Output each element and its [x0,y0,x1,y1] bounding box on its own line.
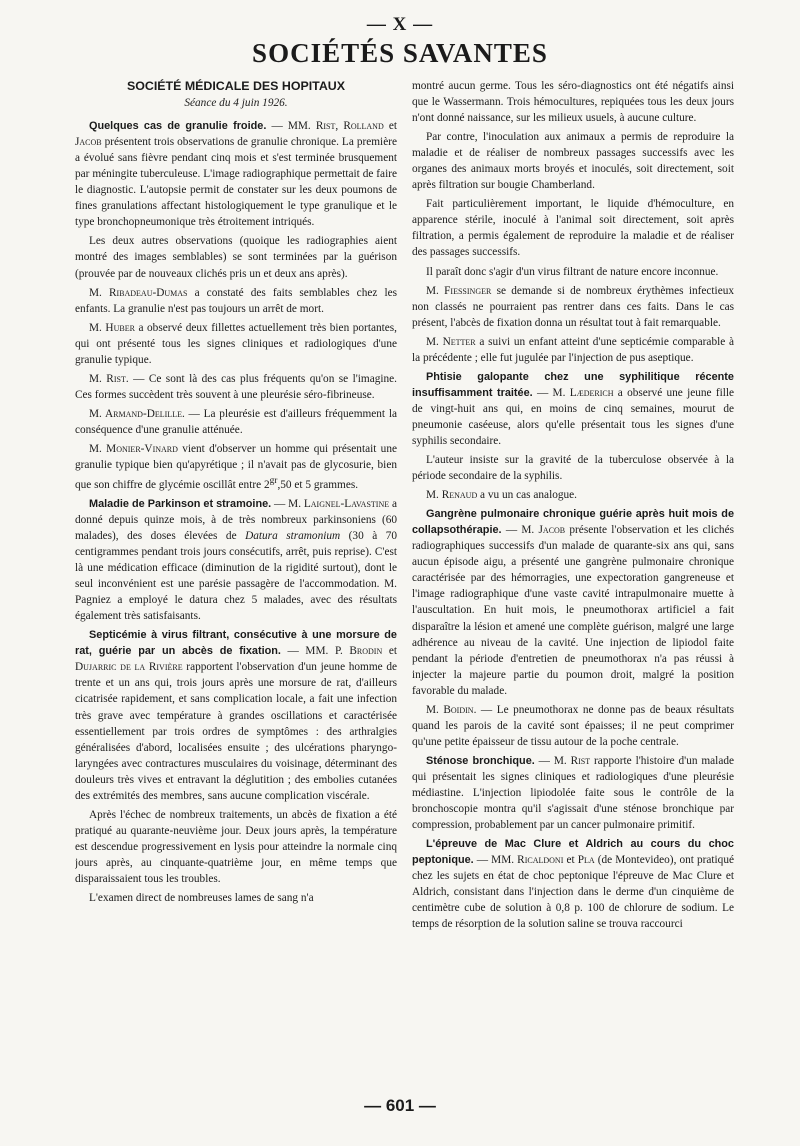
text: a suivi un enfant atteint d'une septicémie comparable à la précédente ; elle fut jugulée par l'injection de pus aseptique. [412,335,734,364]
text: — MM. [280,645,335,658]
superscript: gr [269,476,278,487]
text: présentent trois observations de granulie chronique. La première a évolué sans fièvre pendant cinq mois et s'est terminée brusquement par méningite tuberculeuse. L'image radiographique permettait de faire le diagnostic. L'autopsie permit de constater sur les deux poumons de fines granulations affectant histologiquement le type granulique et le type bronchopneumonique très étroitement intriqués. [75,136,397,229]
text: — M. [271,497,304,510]
paragraph [412,334,734,366]
author-name: Laignel-Lavastine [303,497,390,510]
author-name: M. Boidin. [426,703,477,716]
author-name: Dujarric de la Rivière [75,661,183,674]
article-heading: Quelques cas de granulie froide. [89,120,267,133]
paragraph [412,283,734,331]
page-number: — 601 — [364,1096,436,1115]
text: — M. [534,754,571,767]
text: — La pleurésie est d'ailleurs fréquemment la conséquence d'une granulie atténuée. [75,407,397,436]
author-name: M. Renaud [426,489,478,502]
right-column [412,78,734,1086]
author-name: P. Brodin [334,645,383,658]
paragraph: Après l'échec de nombreux traitements, un abcès de fixation a été pratiqué au quarante-neuvième jour. Deux jours après, la température est descendue progressivement en lysis pour atteindre la normale cinq jours après, au cinquante-quatrième jour, en même temps que disparaissaient tous les troubles. [75,808,397,885]
page-title: SOCIÉTÉS SAVANTES [252,38,548,68]
text: a observé une jeune fille de vingt-huit ans qui, en moins de cinq semaines, mourut de pneumonie caséeuse, alors qu'elle présentait tous les signes d'une syphilis secondaire. [412,386,734,447]
paragraph: L'examen direct de nombreuses lames de sang n'a [89,892,314,905]
article-heading: Sténose bronchique. [426,754,535,767]
paragraph: Les deux autres observations (quoique les radiographies aient montré des images semblables) se sont terminées par la guérison (prouvée par de nouveaux clichés pris un et deux ans après). [75,235,397,280]
paragraph [75,371,397,403]
text: (30 à 70 centigrammes pendant trois jours consécutifs, arrêt, puis reprise). C'est là une médication efficace (diminution de la rigidité surtout), dont le seul inconvénient est une parésie passagère de l'accommodation. M. Pagniez a employé le datura chez 5 malades, avec des résultats également très satisfaisants. [75,529,397,623]
page-numeral: — X — [366,14,434,35]
author-name: M. Rist. [89,372,129,385]
text: (de Montevideo), ont pratiqué chez les sujets en état de choc peptonique l'épreuve de Mac Clure et Aldrich, consistant dans l'injection dans le derme d'un cinquième de centimètre cube de solution à 0,8 p. 100 de chlorure de sodium. Le temps de résorption de la solution saline se trouva raccourci [412,854,734,931]
text: et [382,645,397,658]
paragraph [75,406,397,438]
paragraph [75,627,397,804]
text: vient d'observer un homme qui présentait une granulie typique bien qu'apyrétique ; il n'avait pas de glycosurie, bien que son chiffre de glycémie oscillât entre 2 [75,442,397,491]
text: a vu un cas analogue. [477,489,577,502]
text: ,50 et 5 grammes. [277,478,359,491]
author-name: M. Monier-Vinard [89,442,178,455]
text: et [563,854,578,867]
author-name: Jacob [538,524,566,537]
author-name: Jacob [75,136,102,149]
paragraph [412,702,734,750]
article-heading: Maladie de Parkinson et stramoine. [89,497,272,510]
article-heading: Gangrène pulmonaire chronique guérie après huit mois de collapsothérapie. [412,508,734,537]
paragraph [412,836,734,932]
text: — Le pneumothorax ne donne pas de beaux résultats quand les parois de la cavité sont épaisses; il ne peut comprimer qu'une petite épaisseur de tissu autour de la poche centrale. [412,703,734,748]
text: rapporte l'histoire d'un malade qui présentait les signes cliniques et radiologiques d'une pleurésie médiastine. L'injection lipiodolée faite sous le contrôle de la bronchoscopie montra qu'il s'agissait d'une sténose bronchique par compression, probablement par un cancer pulmonaire primitif. [412,754,734,832]
paragraph: Fait particulièrement important, le liquide d'hémoculture, en apparence stérile, inoculé à l'animal soit directement, soit après filtration, a permis également de reproduire la maladie et de réaliser des passages successifs. [412,198,734,259]
left-column [75,78,397,1086]
article-heading: L'épreuve de Mac Clure et Aldrich au cours du choc peptonique. [412,838,734,867]
paragraph: L'auteur insiste sur la gravité de la tuberculose observée à la période secondaire de la syphilis. [412,454,734,483]
text: a constaté des faits semblables chez les enfants. La granulie n'est pas toujours un arrêt de mort. [75,286,397,315]
text: — M. [532,386,570,399]
article-heading: Septicémie à virus filtrant, consécutive à une morsure de rat, guérie par un abcès de fixation. [75,629,397,658]
paragraph [412,369,734,449]
author-name: M. Netter [426,335,476,348]
paragraph [412,506,734,699]
paragraph [75,118,397,230]
paragraph [75,320,397,368]
text: a observé deux fillettes actuellement très bien portantes, qui ont présenté tous les signes cliniques et radiologiques d'une granulie typique. [75,321,397,366]
paragraph: montré aucun germe. Tous les séro-diagnostics ont été négatifs ainsi que le Wassermann. Trois hémocultures, repiquées tous les deux jours n'ont donné naissance, sur les milieux usuels, à aucune culture. [412,80,734,125]
paragraph [412,487,734,503]
paragraph [75,441,397,493]
paragraph [75,285,397,317]
text: — M. [501,524,539,537]
author-name: Læderich [569,386,614,399]
paragraph [75,496,397,624]
text: — Ce sont là des cas plus fréquents qu'on se l'imagine. Ces formes succèdent très souvent à une pleurésie séro-fibrineuse. [75,372,397,401]
paragraph: Par contre, l'inoculation aux animaux a permis de reproduire la maladie et de réaliser de nombreux passages successifs avec les organes des animaux morts broyés et inoculés, soit directement, soit après filtration sur bougie Chamberland. [412,131,734,192]
section-title: SOCIÉTÉ MÉDICALE DES HOPITAUX [126,79,345,93]
paragraph [412,753,734,833]
text: présente l'observation et les clichés radiographiques successifs d'un malade de quarante-six ans qui, sans aucun épisode aigu, a présenté une gangrène pulmonaire chronique caractérisée par des hémorragies, une expectoration gangreneuse et l'image radiographique d'une vaste cavité intrapulmonaire muette à l'auscultation. En huit mois, le pneumothorax artificiel a fait disparaître la lésion et amené une complète guérison, malgré une large adhérence au niveau de la cavité. Une injection de lipiodol faite pendant la période d'entretien de pneumothorax n'a pas réussi à injecter la majeure partie du poumon droit, malgré la position favorable du malade. [412,524,734,697]
author-name: Pla [577,854,595,867]
author-name: M. Huber [89,321,135,334]
article-heading: Phtisie galopante chez une syphilitique récente insuffisamment traitée. [412,370,734,399]
text: a donné depuis quinze mois, à de très nombreux parkinsoniens (60 malades), des doses élevées de [75,497,397,542]
text: — MM. [266,120,316,133]
text: rapportent l'observation d'un jeune homme de trente et un ans qui, trois jours après une morsure de rat, d'ailleurs cicatrisée rapidement, et sans complication locale, a fait une infection très grave avec température à grandes oscillations et caractérisée essentiellement par trois ordres de symptômes : des arthralgies généralisées d'abord, localisées ensuite ; des ulcérations pharyngo-laryngées avec contractures musculaires du voisinage, déterminant des douleurs très vives et entravant la déglutition ; des embolies cutanées des extrémités des membres, sans aucune complication viscérale. [75,661,397,802]
author-name: Ricaldoni [517,854,564,867]
text: — MM. [473,854,518,867]
text: se demande si de nombreux érythèmes infectieux non classés ne pourraient pas rentrer dans ces faits. Dans le cas présent, l'abcès de fixation donna un résultat tout à fait remarquable. [412,284,734,329]
paragraph: Il paraît donc s'agir d'un virus filtrant de nature encore inconnue. [426,265,719,278]
author-name: Rist, Rolland [315,120,384,133]
italic-term: Datura stramonium [245,529,341,542]
author-name: M. Ribadeau-Dumas [89,286,188,299]
author-name: Rist [570,754,591,767]
meeting-date: Séance du 4 juin 1926. [184,97,288,110]
author-name: M. Fiessinger [426,284,492,297]
text: et [383,120,397,133]
author-name: M. Armand-Delille. [89,407,185,420]
